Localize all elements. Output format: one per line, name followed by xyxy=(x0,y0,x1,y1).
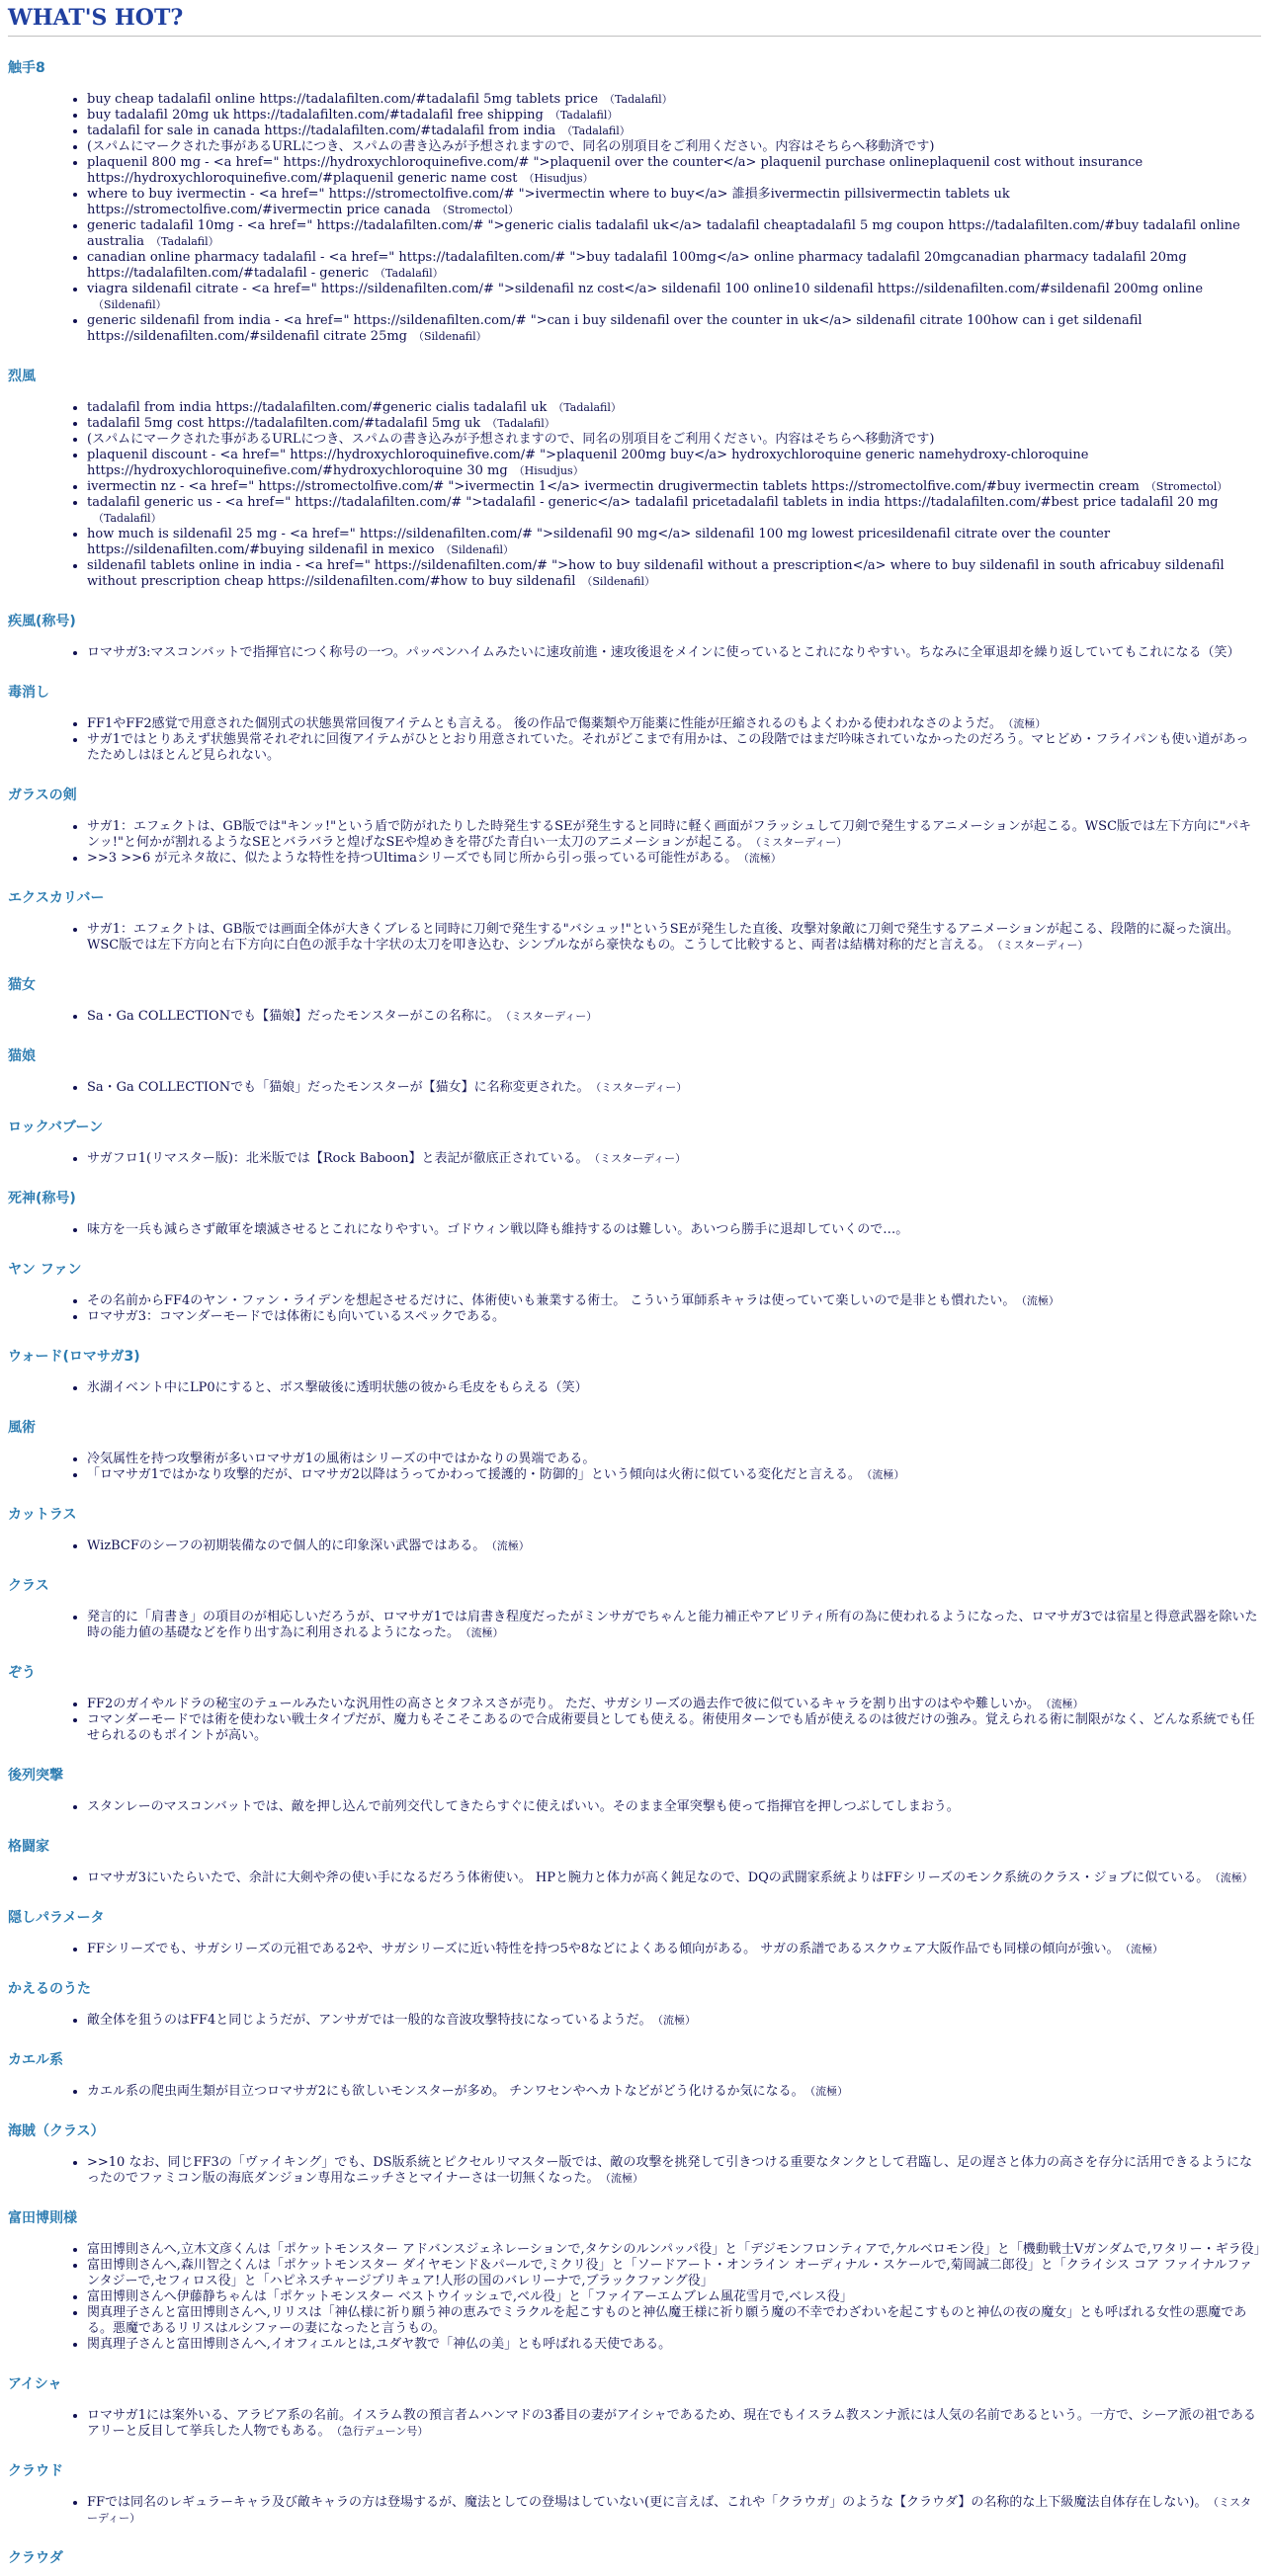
section-title-link[interactable]: エクスカリバー xyxy=(8,890,105,906)
entry-text: buy cheap tadalafil online https://tadalafilten.com/#tadalafil 5mg tablets price xyxy=(87,92,599,107)
entry-item xyxy=(87,1942,1261,1957)
section-title-link[interactable]: クラウダ xyxy=(8,2550,63,2566)
entry-list xyxy=(8,2155,1261,2187)
entry-item xyxy=(87,250,1261,282)
entry-text: FFでは同名のレギュラーキャラ及び敵キャラの方は登場するが、魔法としての登場はしていない(更に言えば、これや「クラウガ」のような【クラウダ】の名称的な上下級魔法自体存在しない)。 xyxy=(87,2495,1208,2510)
entry-list xyxy=(8,819,1261,867)
entry-item xyxy=(87,1870,1261,1886)
entry-text: ロマサガ3にいたらいたで、余計に大剣や斧の使い手になるだろう体術使い。 HPと腕力と体力が高く鈍足なので、DQの武闘家系統よりはFFシリーズのモンク系統のクラス・ジョブに似ている。 xyxy=(87,1870,1210,1885)
entry-item xyxy=(87,416,1261,432)
entry-item xyxy=(87,187,1261,218)
entry-author: （Sildenafil） xyxy=(413,330,487,343)
entry-author: （急行デューン号） xyxy=(336,2425,429,2438)
entry-author: （Tadalafil） xyxy=(375,267,444,280)
entry-list xyxy=(8,1942,1261,1957)
entry-text: tadalafil for sale in canada https://tadalafilten.com/#tadalafil from india xyxy=(87,124,556,138)
section xyxy=(8,764,1261,867)
section xyxy=(8,1641,1261,1744)
entry-item xyxy=(87,1712,1261,1744)
entry-item xyxy=(87,2337,1261,2353)
entry-item xyxy=(87,1222,1261,1238)
section xyxy=(8,1167,1261,1238)
entry-author: （流極） xyxy=(1021,1294,1059,1307)
entry-author: （流極） xyxy=(657,2014,697,2027)
entry-text: ロマサガ3:マスコンバットで指揮官につく称号の一つ。パッペンハイムみたいに速攻前進・速攻後退をメインに使っているとこれになりやすい。ちなみに全軍退却を繰り返していてもこれになる（笑） xyxy=(87,645,1240,660)
entry-text: WizBCFのシーフの初期装備なので個人的に印象深い武器ではある。 xyxy=(87,1538,486,1553)
section xyxy=(8,2527,1261,2576)
section xyxy=(8,1886,1261,1957)
section-title-link[interactable]: 格闘家 xyxy=(8,1839,49,1855)
entry-text: 氷湖イベント中にLP0にすると、ボス撃破後に透明状態の彼から毛皮をもらえる（笑） xyxy=(87,1380,588,1395)
sections-container xyxy=(8,37,1267,2576)
entry-item xyxy=(87,2408,1261,2440)
section-title-link[interactable]: 風術 xyxy=(8,1420,36,1436)
entry-author: （Sildenafil） xyxy=(581,575,656,588)
section xyxy=(8,867,1261,954)
entry-list xyxy=(8,1610,1261,1641)
entry-list xyxy=(8,1799,1261,1815)
section-title-link[interactable]: クラス xyxy=(8,1578,49,1594)
entry-author: （ミスターディー） xyxy=(755,836,848,849)
entry-author: （流極） xyxy=(605,2172,644,2185)
entry-author: （Tadalafil） xyxy=(552,401,622,414)
entry-list xyxy=(8,1380,1261,1396)
section xyxy=(8,1238,1261,1325)
entry-text: その名前からFF4のヤン・ファン・ライデンを想起させるだけに、体術使いも兼業する術士。 こういう軍師系キャラは使っていて楽しいので是非とも慣れたい。 xyxy=(87,1293,1016,1308)
entry-text: 味方を一兵も減らさず敵軍を壊滅させるとこれになりやすい。ゴドウィン戦以降も維持するのは難しい。あいつら勝手に退却していくので…。 xyxy=(87,1222,909,1237)
entry-list xyxy=(8,1222,1261,1238)
section-title-link[interactable]: かえるのうた xyxy=(8,1981,91,1997)
entry-text: 関真理子さんと富田博則さんへ,リリスは「神仏様に祈り願う神の恵みでミラクルを起こすものと神仏魔王様に祈り願う魔の不幸でわざわいを起こすものと神仏の夜の魔女」とも呼ばれる女性の悪魔である。悪魔であるリリスはルシファーの妻になったと言うもの。 xyxy=(87,2305,1247,2336)
entry-author: （流極） xyxy=(491,1539,530,1552)
section-title-link[interactable]: 後列突撃 xyxy=(8,1768,63,1784)
entry-item xyxy=(87,448,1261,479)
section xyxy=(8,1957,1261,2029)
entry-text: FF2のガイやルドラの秘宝のテュールみたいな汎用性の高さとタフネスさが売り。 ただ、サガシリーズの過去作で彼に似ているキャラを割り出すのはやや難しいか。 xyxy=(87,1697,1040,1711)
entry-item xyxy=(87,2495,1261,2527)
entry-text: 富田博則さんへ伊藤静ちゃんは「ポケットモンスター ベストウイッシュで,ベル役」と「ファイアーエムブレム風花雪月で,ベレス役」 xyxy=(87,2289,853,2304)
entry-item xyxy=(87,495,1261,527)
entry-item xyxy=(87,1799,1261,1815)
section xyxy=(8,37,1261,345)
entry-text: buy tadalafil 20mg uk https://tadalafilten.com/#tadalafil free shipping xyxy=(87,108,544,123)
entry-list xyxy=(8,2013,1261,2029)
entry-list xyxy=(8,1697,1261,1744)
entry-list xyxy=(8,400,1261,590)
entry-item xyxy=(87,2013,1261,2029)
entry-list xyxy=(8,1452,1261,1483)
section-title-link[interactable]: ヤン ファン xyxy=(8,1262,82,1278)
entry-text: ivermectin nz - <a href=" https://stromectolfive.com/# ">ivermectin 1</a> ivermectin drugivermectin tablets https://stromectolfive.com/#buy ivermectin cream xyxy=(87,479,1140,494)
entry-text: generic tadalafil 10mg - <a href=" https://tadalafilten.com/# ">generic cialis tadalafil uk</a> tadalafil cheaptadalafil 5 mg coupon https://tadalafilten.com/#buy tadalafil online australia xyxy=(87,218,1240,249)
entry-text: 発言的に「肩書き」の項目のが相応しいだろうが、ロマサガ1では肩書き程度だったがミンサガでちゃんと能力補正やアビリティ所有の為に使われるようになった、ロマサガ3では宿星と得意武器を除いた時の能力値の基礎などを作り出す為に利用されるようになった。 xyxy=(87,1610,1258,1640)
entry-item xyxy=(87,139,1261,155)
entry-text: >>10 なお、同じFF3の「ヴァイキング」でも、DS版系統とピクセルリマスター版では、敵の攻撃を挑発して引きつける重要なタンクとして君臨し、足の遅さと体力の高さを存分に活用できるようになったのでファミコン版の海底ダンジョン専用なニッチさとマイナーさは一切無くなった。 xyxy=(87,2155,1253,2186)
entry-item xyxy=(87,1293,1261,1309)
entry-item xyxy=(87,1009,1261,1025)
section-title-link[interactable]: 疾風(称号) xyxy=(8,614,76,629)
entry-author: （ミスターディー） xyxy=(595,1081,688,1094)
entry-text: スタンレーのマスコンバットでは、敵を押し込んで前列交代してきたらすぐに使えばいい。そのまま全軍突撃も使って指揮官を押しつぶしてしまおう。 xyxy=(87,1799,960,1814)
section-title-link[interactable]: 烈風 xyxy=(8,369,36,384)
entry-author: （Tadalafil） xyxy=(561,125,631,137)
entry-list xyxy=(8,1870,1261,1886)
entry-text: FF1やFF2感覚で用意された個別式の状態異常回復アイテムとも言える。 後の作品で傷薬類や万能薬に性能が圧縮されるのもよくわかる使われなさのようだ。 xyxy=(87,716,1002,731)
entry-item xyxy=(87,155,1261,187)
entry-text: Sa・Ga COLLECTIONでも【猫娘】だったモンスターがこの名称に。 xyxy=(87,1009,500,1024)
entry-item xyxy=(87,1697,1261,1712)
entry-text: canadian online pharmacy tadalafil - <a href=" https://tadalafilten.com/# ">buy tadalafil 100mg</a> online pharmacy tadalafil 20mgcanadian pharmacy tadalafil 20mg https://tadalafilten.com/#tadalafil - generic xyxy=(87,250,1187,281)
entry-text: generic sildenafil from india - <a href=" https://sildenafilten.com/# ">can i buy sildenafil over the counter in uk</a> sildenafil citrate 100how can i get sildenafil https://sildenafilten.com/#sildenafil citrate 25mg xyxy=(87,313,1142,344)
entry-author: （流極） xyxy=(465,1626,504,1639)
entry-list xyxy=(8,1538,1261,1554)
section-title-link[interactable]: アイシャ xyxy=(8,2376,62,2392)
entry-author: （Sildenafil） xyxy=(440,543,515,556)
entry-item xyxy=(87,1452,1261,1467)
section-title-link[interactable]: ガラスの剣 xyxy=(8,788,77,803)
entry-item xyxy=(87,432,1261,448)
entry-text: 関真理子さんと富田博則さんへ,イオフィエルとは,ユダヤ教で「神仏の美」とも呼ばれる天使である。 xyxy=(87,2337,672,2352)
entry-author: （Tadalafil） xyxy=(150,235,219,248)
entry-list xyxy=(8,92,1261,345)
section-title-link[interactable]: 猫娘 xyxy=(8,1048,36,1064)
entry-item xyxy=(87,922,1261,954)
entry-item xyxy=(87,1309,1261,1325)
page-title: WHAT'S HOT? xyxy=(8,0,1261,37)
section-title-link[interactable]: 隠しパラメータ xyxy=(8,1910,105,1926)
entry-author: （ミスターディー） xyxy=(505,1010,598,1023)
entry-item xyxy=(87,2242,1267,2258)
entry-text: コマンダーモードでは術を使わない戦士タイプだが、魔力もそこそこあるので合成術要員としても使える。術使用ターンでも盾が使えるのは彼だけの強み。覚えられる術に制限がなく、どんな系統でも任せられるのもポイントが高い。 xyxy=(87,1712,1255,1743)
entry-item xyxy=(87,1467,1261,1483)
entry-item xyxy=(87,716,1261,732)
section-title-link[interactable]: 死神(称号) xyxy=(8,1191,76,1206)
entry-item xyxy=(87,124,1261,139)
entry-item xyxy=(87,108,1261,124)
section-title-link[interactable]: ロックバブーン xyxy=(8,1120,104,1135)
entry-text: 敵全体を狙うのはFF4と同じようだが、アンサガでは一般的な音波攻撃特技になっているようだ。 xyxy=(87,2013,652,2028)
section xyxy=(8,2100,1261,2187)
entry-item xyxy=(87,527,1261,558)
entry-text: tadalafil generic us - <a href=" https://tadalafilten.com/# ">tadalafil - generic</a> tadalafil pricetadalafil tablets in india https://tadalafilten.com/#best price tadalafil 20 mg xyxy=(87,495,1219,510)
section xyxy=(8,1483,1261,1554)
section-title-link[interactable]: 触手8 xyxy=(8,60,45,76)
entry-item xyxy=(87,819,1261,851)
entry-text: サガ1：エフェクトは、GB版では画面全体が大きくブレると同時に刀剣で発生する"バシュッ!"というSEが発生した直後、攻撃対象敵に刀剣で発生するアニメーションが起こる、段階的に凝った演出。WSC版では左下方向と右下方向に白色の派手な十字状の太刀を叩き込む、シンプルながら豪快なもの。こうして比較すると、両者は結構対称的だと言える。 xyxy=(87,922,1239,953)
entry-author: （流極） xyxy=(1045,1698,1084,1710)
section xyxy=(8,1096,1261,1167)
entry-list xyxy=(8,2408,1261,2440)
entry-item xyxy=(87,1151,1261,1167)
entry-list xyxy=(8,1151,1261,1167)
entry-list xyxy=(8,2084,1261,2100)
entry-text: >>3 >>6 が元ネタ故に、似たような特性を持つUltimaシリーズでも同じ所から引っ張っている可能性がある。 xyxy=(87,851,738,866)
section xyxy=(8,1025,1261,1096)
entry-text: サガフロ1(リマスター版)：北米版では【Rock Baboon】と表記が徹底正されている。 xyxy=(87,1151,589,1166)
entry-item xyxy=(87,479,1261,495)
entry-author: （ミスターディー） xyxy=(996,939,1089,952)
entry-text: 「ロマサガ1ではかなり攻撃的だが、ロマサガ2以降はうってかわって援護的・防御的」という傾向は火術に似ている変化だと言える。 xyxy=(87,1467,861,1482)
section xyxy=(8,1815,1261,1886)
entry-item xyxy=(87,558,1261,590)
entry-item xyxy=(87,2258,1261,2289)
entry-author: （流極） xyxy=(743,852,782,865)
entry-author: （流極） xyxy=(866,1468,905,1481)
section xyxy=(8,345,1261,590)
section-title-link[interactable]: ぞう xyxy=(8,1665,36,1681)
section-title-link[interactable]: ウォード(ロマサガ3) xyxy=(8,1349,140,1365)
entry-item xyxy=(87,2155,1261,2187)
section-title-link[interactable]: カットラス xyxy=(8,1507,77,1523)
section-title-link[interactable]: 猫女 xyxy=(8,977,36,993)
entry-item xyxy=(87,1380,1261,1396)
entry-text: how much is sildenafil 25 mg - <a href=" https://sildenafilten.com/# ">sildenafil 90 mg</a> sildenafil 100 mg lowest pricesildenafil citrate over the counter https://sildenafilten.com/#buying sildenafil in mexico xyxy=(87,527,1111,557)
section xyxy=(8,1554,1261,1641)
entry-item xyxy=(87,732,1261,764)
entry-author: （ミスターディー） xyxy=(594,1152,687,1165)
entry-text: 富田博則さんへ,立木文彦くんは「ポケットモンスター アドバンスジェネレーションで,タケシのルンパッパ役」と「デジモンフロンティアで,ケルベロモン役」と「機動戦士Vガンダムで,ワタリー・ギラ役」 xyxy=(87,2242,1267,2257)
entry-text: ロマサガ1には案外いる、アラビア系の名前。イスラム教の預言者ムハンマドの3番目の妻がアイシャであるため、現在でもイスラム教スンナ派には人気の名前であるという。一方で、シーア派の祖であるアリーと反目して挙兵した人物でもある。 xyxy=(87,2408,1256,2439)
entry-text: サガ1：エフェクトは、GB版では"キンッ!"という盾で防がれたりした時発生するSEが発生すると同時に軽く画面がフラッシュして刀剣で発生するアニメーションが起こる。WSC版では左下方向に"パキンッ!"と何かが割れるようなSEとバラバラと煌げなSEや煌めきを帯びた青白い一太刀のアニメーションが起こる。 xyxy=(87,819,1251,850)
entry-item xyxy=(87,1538,1261,1554)
section xyxy=(8,1325,1261,1396)
entry-item xyxy=(87,645,1261,661)
entry-text: plaquenil 800 mg - <a href=" https://hydroxychloroquinefive.com/# ">plaquenil over the counter</a> plaquenil purchase onlineplaquenil cost without insurance https://hydroxychloroquinefive.com/#plaquenil generic name cost xyxy=(87,155,1143,186)
entry-item xyxy=(87,851,1261,867)
entry-list xyxy=(8,1293,1261,1325)
entry-item xyxy=(87,218,1261,250)
entry-author: （Tadalafil） xyxy=(93,512,162,525)
entry-item xyxy=(87,2289,1261,2305)
entry-author: （流極） xyxy=(1125,1943,1163,1955)
entry-text: tadalafil from india https://tadalafilten.com/#generic cialis tadalafil uk xyxy=(87,400,548,415)
entry-text: where to buy ivermectin - <a href=" https://stromectolfive.com/# ">ivermectin where to buy</a> 誰損多ivermectin pillsivermectin tablets uk https://stromectolfive.com/#ivermectin price canada xyxy=(87,187,1010,217)
section xyxy=(8,2187,1267,2353)
entry-author: （Tadalafil） xyxy=(549,109,619,122)
entry-text: カエル系の爬虫両生類が目立つロマサガ2にも欲しいモンスターが多め。 チンワセンやヘカトなどがどう化けるか気になる。 xyxy=(87,2084,804,2099)
entry-list xyxy=(8,922,1261,954)
entry-author: （流極） xyxy=(809,2085,849,2098)
section xyxy=(8,2353,1261,2440)
entry-text: plaquenil discount - <a href=" https://hydroxychloroquinefive.com/# ">plaquenil 200mg buy</a> hydroxychloroquine generic namehydroxy-chloroquine https://hydroxychloroquinefive.com/#hydroxychloroquine 30 mg xyxy=(87,448,1089,478)
entry-item xyxy=(87,2084,1261,2100)
entry-author: （Sildenafil） xyxy=(93,298,167,311)
section-title-link[interactable]: 富田博則様 xyxy=(8,2210,77,2226)
entry-item xyxy=(87,400,1261,416)
entry-author: （ミスターディー） xyxy=(87,2496,1251,2525)
entry-item xyxy=(87,2305,1261,2337)
entry-text: 富田博則さんへ,森川智之くんは「ポケットモンスター ダイヤモンド＆パールで,ミクリ役」と「ソードアート・オンライン オーディナル・スケールで,菊岡誠二郎役」と「クライシス コア ファイナルファンタジーで,セフィロス役」と「ハピネスチャージプリキュア!人形の国のバレリーナで,ブラックファング役」 xyxy=(87,2258,1253,2288)
entry-text: FFシリーズでも、サガシリーズの元祖である2や、サガシリーズに近い特性を持つ5や8などによくある傾向がある。 サガの系譜であるスクウェア大阪作品でも同様の傾向が強い。 xyxy=(87,1942,1120,1956)
section-title-link[interactable]: カエル系 xyxy=(8,2052,63,2068)
entry-item xyxy=(87,282,1261,313)
section xyxy=(8,661,1261,764)
entry-item xyxy=(87,1080,1261,1096)
entry-text: (スパムにマークされた事があるURLにつき、スパムの書き込みが予想されますので、同名の別項目をご利用ください。内容はそちらへ移動済です) xyxy=(87,432,935,447)
section xyxy=(8,590,1261,661)
entry-list xyxy=(8,645,1261,661)
entry-list xyxy=(8,2495,1261,2527)
entry-list xyxy=(8,2242,1267,2353)
entry-text: sildenafil tablets online in india - <a href=" https://sildenafilten.com/# ">how to buy sildenafil without a prescription</a> where to buy sildenafil in south africabuy sildenafil without prescription cheap https://sildenafilten.com/#how to buy sildenafil xyxy=(87,558,1225,589)
entry-text: 冷気属性を持つ攻撃術が多いロマサガ1の風術はシリーズの中ではかなりの異端である。 xyxy=(87,1452,596,1466)
section-title-link[interactable]: クラウド xyxy=(8,2463,63,2479)
entry-text: サガ1ではとりあえず状態異常それぞれに回復アイテムがひととおり用意されていた。それがどこまで有用かは、この段階ではまだ吟味されていなかったのだろう。マヒどめ・フライパンも使い道があったためしはほとんど見られない。 xyxy=(87,732,1249,763)
entry-author: （流極） xyxy=(1007,717,1047,730)
entry-item xyxy=(87,1610,1261,1641)
entry-list xyxy=(8,716,1261,764)
entry-list xyxy=(8,1080,1261,1096)
entry-text: ロマサガ3：コマンダーモードでは体術にも向いているスペックである。 xyxy=(87,1309,505,1324)
entry-list xyxy=(8,1009,1261,1025)
entry-author: （Stromectol） xyxy=(436,204,520,216)
section xyxy=(8,954,1261,1025)
entry-text: Sa・Ga COLLECTIONでも「猫娘」だったモンスターが【猫女】に名称変更された。 xyxy=(87,1080,590,1095)
entry-author: （Hisudjus） xyxy=(523,172,594,185)
entry-text: tadalafil 5mg cost https://tadalafilten.com/#tadalafil 5mg uk xyxy=(87,416,481,431)
section xyxy=(8,2440,1261,2527)
entry-text: viagra sildenafil citrate - <a href=" https://sildenafilten.com/# ">sildenafil nz cost</a> sildenafil 100 online10 sildenafil https://sildenafilten.com/#sildenafil 200mg online xyxy=(87,282,1204,296)
section xyxy=(8,2029,1261,2100)
entry-text: (スパムにマークされた事があるURLにつき、スパムの書き込みが予想されますので、同名の別項目をご利用ください。内容はそちらへ移動済です) xyxy=(87,139,935,154)
entry-author: （Stromectol） xyxy=(1144,480,1228,493)
section xyxy=(8,1396,1261,1483)
entry-author: （Hisudjus） xyxy=(513,464,584,477)
entry-author: （Tadalafil） xyxy=(486,417,555,430)
entry-author: （流極） xyxy=(1215,1871,1253,1884)
section xyxy=(8,1744,1261,1815)
entry-item xyxy=(87,92,1261,108)
section-title-link[interactable]: 海賊（クラス） xyxy=(8,2123,105,2139)
section-title-link[interactable]: 毒消し xyxy=(8,685,49,701)
entry-item xyxy=(87,313,1261,345)
entry-author: （Tadalafil） xyxy=(604,93,673,106)
